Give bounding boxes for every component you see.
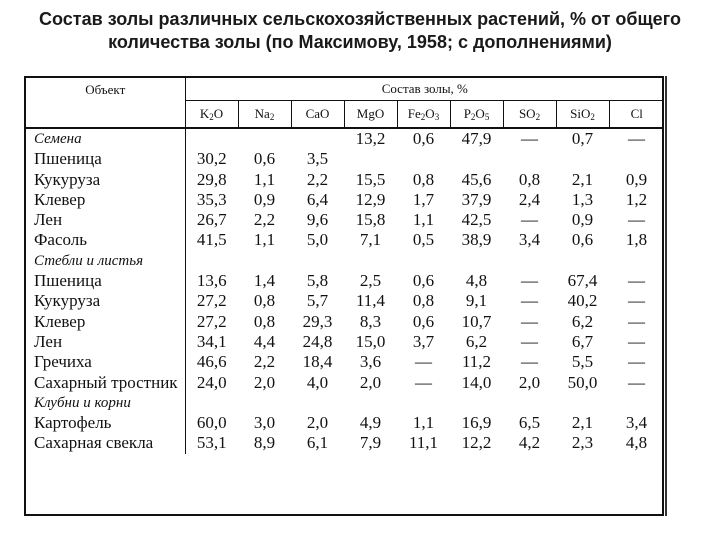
table-cell: 11,2	[461, 352, 492, 372]
table-cell: 11,4	[355, 291, 386, 311]
column-sub2: 5	[484, 112, 490, 122]
table-cell: 5,0	[306, 230, 329, 250]
table-cell: 13,6	[185, 271, 238, 291]
section-label: Семена	[34, 131, 82, 147]
row-name: Лен	[34, 331, 63, 351]
table-cell: 7,9	[359, 433, 382, 453]
table-cell: 2,2	[253, 210, 276, 230]
table-cell	[609, 393, 664, 413]
table-cell: 2,0	[518, 372, 541, 392]
column-base: Fe	[407, 106, 421, 121]
table-cell: —	[521, 352, 538, 372]
row-name: Кукуруза	[34, 169, 101, 189]
table-cell: 15,0	[355, 331, 386, 351]
table-cell: 29,8	[185, 170, 238, 190]
table-cell	[503, 393, 556, 413]
column-header-7	[556, 101, 609, 129]
table-cell	[556, 251, 609, 271]
table-cell: 40,2	[567, 291, 598, 311]
table-cell	[185, 251, 238, 271]
column-base: Cl	[630, 106, 643, 121]
table-cell: 0,6	[571, 230, 594, 250]
header-composition: Состав золы, %	[185, 78, 664, 101]
table-cell	[609, 149, 664, 169]
row-name: Пшеница	[34, 271, 102, 291]
table-cell: 1,4	[253, 271, 276, 291]
table-cell: 37,9	[461, 189, 492, 209]
table-cell: 9,1	[465, 291, 488, 311]
row-name: Лен	[34, 210, 63, 230]
column-tail: O	[475, 106, 485, 121]
table-row	[26, 413, 664, 433]
table-cell: 27,2	[185, 312, 238, 332]
row-name: Гречиха	[34, 352, 92, 372]
table-cell: 2,0	[253, 372, 276, 392]
table-cell: —	[628, 129, 646, 148]
column-header-5	[450, 101, 503, 129]
table-cell: 5,8	[306, 271, 329, 291]
table-row	[26, 291, 664, 311]
table-cell: 4,2	[518, 433, 541, 453]
table-cell: 12,9	[355, 189, 386, 209]
column-header-0	[185, 101, 238, 129]
table-cell: —	[628, 372, 646, 392]
table-cell: 0,6	[412, 271, 435, 291]
table-cell: 3,4	[518, 230, 541, 250]
table-cell: —	[521, 291, 538, 311]
table-cell: 1,3	[571, 189, 594, 209]
table-cell: 30,2	[185, 149, 238, 169]
table-cell: 2,0	[306, 413, 329, 433]
table-cell: 47,9	[461, 129, 492, 148]
table-cell: 0,9	[625, 169, 648, 189]
table-cell	[238, 251, 291, 271]
table-cell: 3,0	[253, 413, 276, 433]
header-object: Объект	[26, 78, 185, 128]
table-cell: 11,1	[408, 433, 439, 453]
ash-composition-table	[24, 76, 664, 516]
table-cell: 12,2	[461, 433, 492, 453]
table-cell: —	[521, 311, 538, 331]
column-header-2	[291, 101, 344, 129]
table-cell: 4,8	[625, 433, 648, 453]
table-cell: 16,9	[461, 413, 492, 433]
table-cell: 8,3	[359, 311, 382, 331]
title-line-2: количества золы (по Максимову, 1958; с дополнениями)	[108, 32, 612, 52]
table-cell: —	[628, 331, 646, 351]
table-cell: 0,9	[253, 189, 276, 209]
table-cell: 0,8	[253, 311, 276, 331]
table-cell	[185, 393, 238, 413]
column-tail: O	[425, 106, 435, 121]
table-cell: 3,5	[306, 149, 329, 169]
table-cell: 4,8	[465, 271, 488, 291]
table-cell: 4,9	[359, 413, 382, 433]
table-cell: 14,0	[461, 372, 492, 392]
section-label: Клубни и корни	[34, 394, 131, 411]
column-sub: 2	[269, 112, 275, 122]
column-base: P	[463, 106, 471, 121]
table-cell	[397, 393, 450, 413]
table-cell: 50,0	[567, 372, 598, 392]
table-cell	[450, 251, 503, 271]
table-cell: —	[628, 352, 646, 372]
table-cell: 6,7	[571, 331, 594, 351]
table-cell: 5,7	[306, 291, 329, 311]
table-cell: 46,6	[185, 352, 238, 372]
table-cell: 0,7	[571, 129, 594, 148]
table-cell: 6,5	[518, 413, 541, 433]
column-sub: 2	[535, 112, 541, 122]
table-cell: —	[521, 271, 538, 291]
table-cell: —	[521, 210, 538, 230]
table-row	[26, 312, 664, 332]
table-cell	[185, 128, 238, 149]
title-line-1: Состав золы различных сельскохозяйственных растений, % от общего	[39, 9, 681, 29]
table-cell: 1,1	[253, 169, 276, 189]
table-cell: 6,4	[306, 189, 329, 209]
table-cell: 3,7	[412, 331, 435, 351]
table-cell: 24,0	[185, 373, 238, 393]
table-cell	[609, 251, 664, 271]
table-cell: 3,6	[359, 352, 382, 372]
row-name: Фасоль	[34, 230, 88, 250]
table-cell	[556, 149, 609, 169]
column-header-6	[503, 101, 556, 129]
table-cell: 2,3	[571, 433, 594, 453]
table-cell: 0,9	[571, 210, 594, 230]
table-cell: 45,6	[461, 169, 492, 189]
table-cell: 41,5	[185, 230, 238, 250]
table-cell: —	[521, 129, 538, 148]
column-sub: 2	[590, 112, 595, 122]
table-row	[26, 373, 664, 393]
column-header-1	[238, 101, 291, 129]
table-cell: 26,7	[185, 210, 238, 230]
section-row	[26, 251, 664, 271]
table-cell: 0,6	[253, 149, 276, 169]
table-cell: 15,5	[355, 169, 386, 189]
section-row	[26, 393, 664, 413]
column-base: SiO	[570, 106, 591, 121]
row-name: Картофель	[34, 413, 112, 433]
table-cell: 53,1	[185, 433, 238, 453]
table-cell: 1,7	[412, 189, 435, 209]
table-cell: 10,7	[461, 311, 492, 331]
page-title	[0, 8, 720, 54]
table-row	[26, 332, 664, 352]
table-cell: 2,4	[518, 189, 541, 209]
row-name: Клевер	[34, 189, 86, 209]
table-row	[26, 149, 664, 169]
table-cell	[291, 128, 344, 149]
table-cell: 4,0	[306, 372, 329, 392]
table-cell: 2,2	[253, 352, 276, 372]
table-cell: 60,0	[185, 413, 238, 433]
table-cell: 6,2	[571, 311, 594, 331]
table-cell: —	[628, 311, 646, 331]
table-cell: —	[415, 352, 432, 372]
table-cell: 42,5	[461, 210, 492, 230]
table-cell: —	[628, 291, 646, 311]
table-cell: 5,5	[571, 352, 594, 372]
table-cell: 0,6	[412, 311, 435, 331]
table-cell: 24,8	[302, 331, 333, 351]
row-name: Сахарный тростник	[34, 372, 178, 392]
table-cell	[503, 149, 556, 169]
column-base: K	[199, 106, 210, 121]
table-cell	[503, 251, 556, 271]
table-cell: 2,0	[359, 372, 382, 392]
table-cell: 0,8	[412, 291, 435, 311]
row-name: Пшеница	[34, 149, 102, 169]
table-cell: 67,4	[567, 271, 598, 291]
table-cell	[344, 251, 397, 271]
table-cell	[556, 393, 609, 413]
table-cell: 2,5	[359, 271, 382, 291]
section-row	[26, 128, 664, 149]
table-cell	[344, 393, 397, 413]
table-cell: 1,8	[625, 230, 648, 250]
table-cell: 2,1	[571, 413, 594, 433]
table-row	[26, 210, 664, 230]
column-header-8	[609, 101, 664, 129]
table-cell: —	[628, 271, 646, 291]
table-cell: 3,4	[625, 413, 648, 433]
table-cell: —	[415, 372, 432, 392]
column-sub: 2	[420, 112, 426, 122]
table-cell: —	[521, 331, 538, 351]
table-cell: 0,5	[412, 230, 435, 250]
table-cell: 4,4	[253, 331, 276, 351]
table-cell	[344, 149, 397, 169]
table-cell: 1,1	[412, 413, 435, 433]
table-cell: 15,8	[355, 210, 386, 230]
table-cell: 1,1	[253, 230, 276, 250]
column-base: Na	[254, 106, 270, 121]
table-cell: 2,2	[306, 169, 329, 189]
table-cell: 35,3	[185, 190, 238, 210]
table-row	[26, 433, 664, 453]
column-tail: O	[213, 106, 224, 121]
table-cell	[291, 393, 344, 413]
row-name: Клевер	[34, 311, 86, 331]
table-cell	[450, 393, 503, 413]
table-cell: 7,1	[359, 230, 382, 250]
section-label: Стебли и листья	[34, 252, 144, 269]
table-cell: 8,9	[253, 433, 276, 453]
table-cell: —	[628, 210, 646, 230]
row-name: Сахарная свекла	[34, 433, 154, 453]
table-cell	[291, 251, 344, 271]
table-cell: 6,1	[306, 433, 329, 453]
table-cell: 18,4	[302, 352, 333, 372]
table-row	[26, 190, 664, 210]
column-base: CaO	[305, 106, 330, 121]
table-cell: 38,9	[461, 230, 492, 250]
column-base: SO	[518, 106, 536, 121]
column-base: MgO	[356, 106, 385, 121]
table-cell	[450, 149, 503, 169]
table-cell: 1,2	[625, 189, 648, 209]
table-cell: 0,8	[518, 169, 541, 189]
column-header-4	[397, 101, 450, 129]
table-cell: 6,2	[465, 331, 488, 351]
table-cell: 0,6	[412, 129, 435, 148]
table-cell: 27,2	[185, 291, 238, 311]
row-name: Кукуруза	[34, 291, 101, 311]
table-cell: 13,2	[355, 129, 386, 148]
table-cell: 9,6	[306, 210, 329, 230]
table-row	[26, 170, 664, 190]
table-cell: 34,1	[185, 332, 238, 352]
table-cell: 0,8	[412, 169, 435, 189]
table-cell: 29,3	[302, 311, 333, 331]
table-cell: 1,1	[412, 210, 435, 230]
table-row	[26, 230, 664, 250]
table-row	[26, 352, 664, 372]
column-sub: 2	[209, 112, 214, 122]
table-row	[26, 271, 664, 291]
column-header-3	[344, 101, 397, 129]
table-cell	[397, 149, 450, 169]
scan-edge	[665, 76, 667, 516]
table-cell: 0,8	[253, 291, 276, 311]
table-cell	[238, 393, 291, 413]
table-cell	[238, 128, 291, 149]
column-sub: 2	[470, 112, 476, 122]
table-cell	[397, 251, 450, 271]
column-sub2: 3	[434, 112, 440, 122]
table-cell: 2,1	[571, 169, 594, 189]
